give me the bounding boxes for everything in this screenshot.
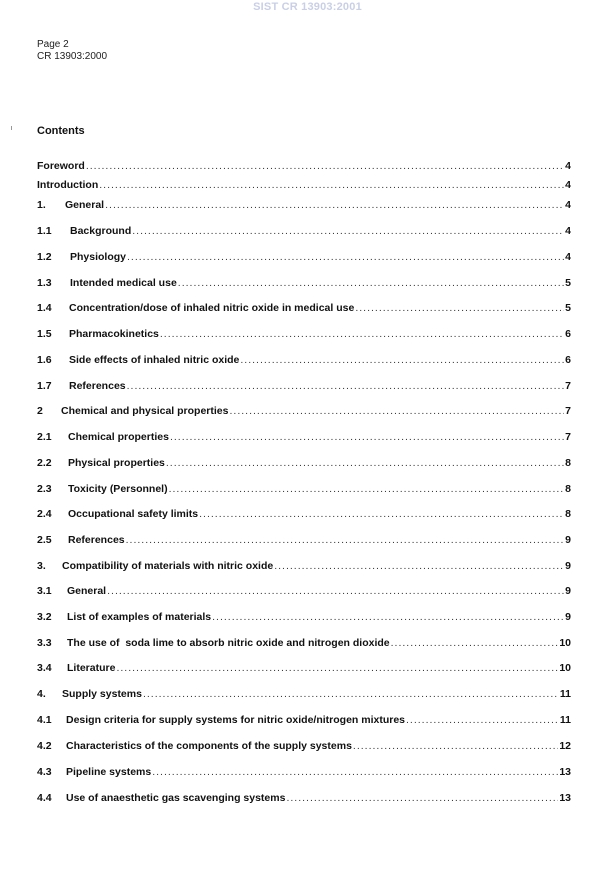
toc-entry-page: 6 [565, 328, 571, 340]
toc-entry-page: 4 [565, 199, 571, 211]
toc-entry-page: 9 [565, 585, 571, 597]
toc-entry-number: 3.1 [37, 585, 52, 597]
toc-leader-dots [160, 328, 564, 340]
toc-entry-title: Background [70, 225, 132, 237]
toc-entry-title: Intended medical use [70, 277, 177, 289]
toc-entry[interactable] [37, 277, 571, 291]
toc-leader-dots [212, 611, 564, 623]
toc-entry-title: Side effects of inhaled nitric oxide [69, 354, 240, 366]
toc-entry-number: 4.2 [37, 740, 52, 752]
toc-entry-page: 4 [565, 160, 571, 172]
toc-entry[interactable] [37, 585, 571, 599]
toc-entry[interactable] [37, 740, 571, 754]
toc-entry-title: General [65, 199, 105, 211]
toc-entry-page: 8 [565, 483, 571, 495]
toc-entry-title: Design criteria for supply systems for nitric oxide/nitrogen mixtures [66, 714, 406, 726]
toc-leader-dots [178, 277, 564, 289]
toc-entry-number: 1.6 [37, 354, 52, 366]
toc-entry[interactable] [37, 792, 571, 806]
toc-leader-dots [170, 431, 564, 443]
toc-leader-dots [107, 585, 564, 597]
toc-entry-number: 4. [37, 688, 46, 700]
toc-leader-dots [127, 251, 564, 263]
toc-entry-page: 13 [559, 792, 571, 804]
page-header [37, 39, 107, 63]
toc-entry-title: Pipeline systems [66, 766, 152, 778]
toc-entry-page: 7 [565, 431, 571, 443]
toc-leader-dots [199, 508, 564, 520]
toc-entry-number: 1.1 [37, 225, 52, 237]
toc-leader-dots [86, 160, 564, 172]
page-number: Page 2 [37, 39, 69, 50]
toc-entry-title: Compatibility of materials with nitric oxide [62, 560, 274, 572]
toc-entry-page: 8 [565, 508, 571, 520]
toc-entry-number: 2.5 [37, 534, 52, 546]
toc-entry-title: Physiology [70, 251, 127, 263]
toc-entry-number: 4.1 [37, 714, 52, 726]
toc-entry-title: Supply systems [62, 688, 142, 700]
watermark: SIST CR 13903:2001 [253, 1, 362, 13]
toc-leader-dots [166, 457, 564, 469]
toc-entry[interactable] [37, 688, 571, 702]
toc-entry-title: References [69, 380, 126, 392]
toc-leader-dots [143, 688, 559, 700]
toc-entry[interactable] [37, 714, 571, 728]
toc-entry-page: 4 [565, 225, 571, 237]
toc-entry-title: Literature [67, 662, 116, 674]
toc-leader-dots [116, 662, 558, 674]
toc-entry[interactable] [37, 637, 571, 651]
toc-entry-page: 9 [565, 534, 571, 546]
toc-entry-page: 10 [559, 662, 571, 674]
toc-leader-dots [229, 405, 564, 417]
toc-entry-number: 2 [37, 405, 43, 417]
toc-leader-dots [274, 560, 564, 572]
toc-entry[interactable] [37, 179, 571, 193]
toc-entry[interactable] [37, 225, 571, 239]
toc-entry-number: 1. [37, 199, 46, 211]
toc-leader-dots [355, 302, 564, 314]
toc-entry-page: 7 [565, 380, 571, 392]
toc-leader-dots [152, 766, 558, 778]
toc-entry-number: 4.4 [37, 792, 52, 804]
toc-entry-number: 1.7 [37, 380, 52, 392]
toc-entry-title: Toxicity (Personnel) [68, 483, 168, 495]
toc-entry-title: Occupational safety limits [68, 508, 199, 520]
toc-entry[interactable] [37, 611, 571, 625]
toc-entry[interactable] [37, 251, 571, 265]
toc-entry-page: 9 [565, 611, 571, 623]
toc-entry[interactable] [37, 328, 571, 342]
toc-entry[interactable] [37, 766, 571, 780]
toc-entry[interactable] [37, 662, 571, 676]
toc-entry-page: 6 [565, 354, 571, 366]
toc-entry-title: Concentration/dose of inhaled nitric oxide in medical use [69, 302, 355, 314]
toc-leader-dots [391, 637, 559, 649]
toc-entry-page: 11 [559, 714, 571, 726]
toc-entry-number: 1.4 [37, 302, 52, 314]
toc-entry[interactable] [37, 160, 571, 174]
toc-entry[interactable] [37, 483, 571, 497]
toc-entry-title: Physical properties [68, 457, 165, 469]
toc-entry-page: 5 [565, 277, 571, 289]
toc-entry-title: General [67, 585, 107, 597]
toc-entry-page: 8 [565, 457, 571, 469]
toc-entry-page: 7 [565, 405, 571, 417]
toc-entry-page: 4 [565, 179, 571, 191]
toc-leader-dots [132, 225, 564, 237]
scan-speck [11, 126, 12, 130]
toc-entry[interactable] [37, 405, 571, 419]
toc-entry-number: 3.3 [37, 637, 52, 649]
toc-entry-title: Foreword [37, 160, 85, 172]
toc-leader-dots [99, 179, 564, 191]
toc-entry-number: 4.3 [37, 766, 52, 778]
toc-entry-number: 2.3 [37, 483, 52, 495]
toc-leader-dots [353, 740, 558, 752]
toc-entry-title: Use of anaesthetic gas scavenging systems [66, 792, 286, 804]
toc-entry-page: 11 [559, 688, 571, 700]
toc-leader-dots [169, 483, 565, 495]
toc-entry-number: 2.1 [37, 431, 52, 443]
toc-entry-number: 3.4 [37, 662, 52, 674]
document-id: CR 13903:2000 [37, 51, 108, 62]
toc-entry[interactable] [37, 508, 571, 522]
toc-entry-number: 1.5 [37, 328, 52, 340]
toc-entry-title: References [68, 534, 125, 546]
toc-entry-number: 2.2 [37, 457, 52, 469]
toc-entry-title: Chemical properties [68, 431, 169, 443]
toc-entry-title: List of examples of materials [67, 611, 212, 623]
toc-leader-dots [127, 380, 565, 392]
toc-leader-dots [126, 534, 565, 546]
toc-entry[interactable] [37, 534, 571, 548]
contents-heading: Contents [37, 125, 85, 137]
toc-entry-title: Characteristics of the components of the supply systems [66, 740, 352, 752]
toc-entry-page: 5 [565, 302, 571, 314]
toc-entry[interactable] [37, 431, 571, 445]
toc-entry-number: 1.3 [37, 277, 52, 289]
toc-entry-title: Chemical and physical properties [61, 405, 229, 417]
toc-leader-dots [286, 792, 558, 804]
toc-entry-page: 12 [559, 740, 571, 752]
toc-entry-title: Pharmacokinetics [69, 328, 159, 340]
toc-entry-page: 4 [565, 251, 571, 263]
toc-leader-dots [406, 714, 559, 726]
toc-entry-number: 3. [37, 560, 46, 572]
toc-leader-dots [105, 199, 564, 211]
toc-entry-title: The use of soda lime to absorb nitric oxide and nitrogen dioxide [67, 637, 390, 649]
toc-leader-dots [240, 354, 564, 366]
toc-entry-number: 2.4 [37, 508, 52, 520]
toc-entry[interactable] [37, 354, 571, 368]
toc-entry-number: 1.2 [37, 251, 52, 263]
toc-entry-title: Introduction [37, 179, 99, 191]
toc-entry[interactable] [37, 199, 571, 213]
toc-entry[interactable] [37, 560, 571, 574]
toc-entry[interactable] [37, 457, 571, 471]
toc-entry-page: 10 [559, 637, 571, 649]
toc-entry[interactable] [37, 302, 571, 316]
toc-entry[interactable] [37, 380, 571, 394]
toc-entry-number: 3.2 [37, 611, 52, 623]
toc-entry-page: 9 [565, 560, 571, 572]
toc-entry-page: 13 [559, 766, 571, 778]
